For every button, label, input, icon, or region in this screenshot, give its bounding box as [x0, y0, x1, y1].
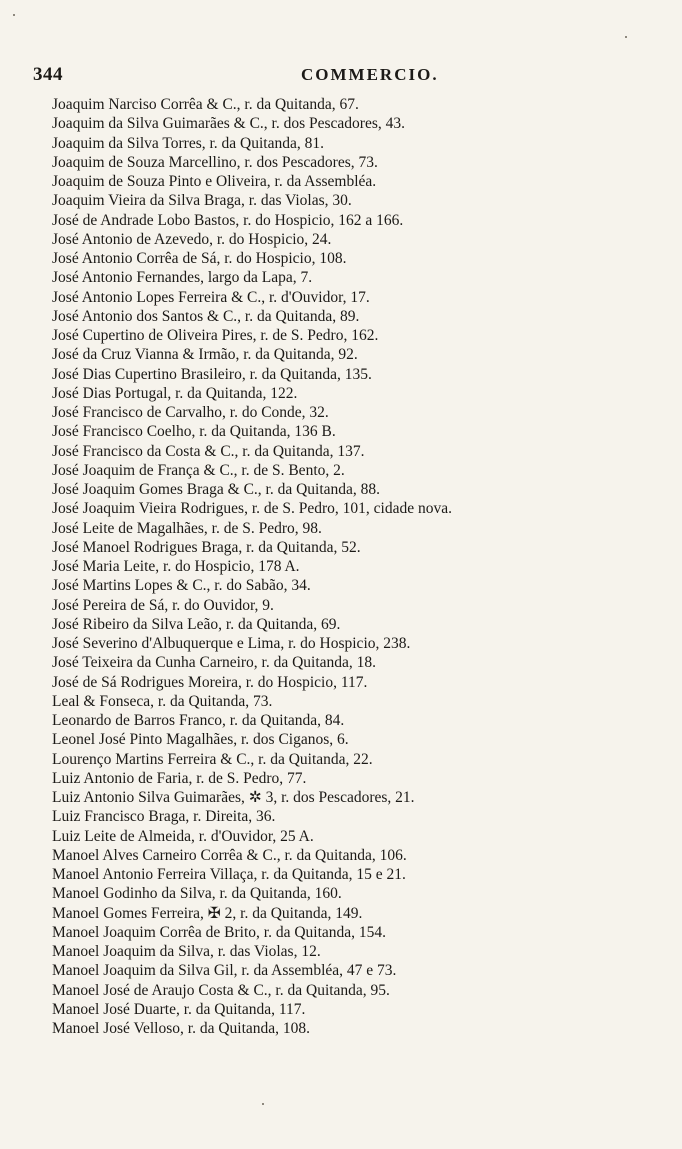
directory-entry: Manoel Alves Carneiro Corrêa & C., r. da Quitanda, 106. [52, 846, 407, 864]
directory-entry: José Maria Leite, r. do Hospicio, 178 A. [52, 558, 300, 575]
directory-entry: José Cupertino de Oliveira Pires, r. de S. Pedro, 162. [52, 327, 379, 344]
directory-entry: Joaquim de Souza Marcellino, r. dos Pescadores, 73. [52, 153, 378, 171]
directory-entry: José Martins Lopes & C., r. do Sabão, 34. [52, 577, 311, 595]
directory-entry: José Antonio de Azevedo, r. do Hospicio, 24. [52, 230, 332, 248]
directory-entry: José Antonio Fernandes, largo da Lapa, 7. [52, 269, 313, 287]
page-number: 344 [33, 64, 63, 85]
directory-entry: Manoel Antonio Ferreira Villaça, r. da Quitanda, 15 e 21. [52, 866, 406, 883]
directory-entry: Manoel Joaquim da Silva Gil, r. da Assembléa, 47 e 73. [52, 962, 397, 980]
directory-entry: José Pereira de Sá, r. do Ouvidor, 9. [52, 596, 274, 614]
directory-entry: José Teixeira da Cunha Carneiro, r. da Quitanda, 18. [52, 654, 377, 672]
directory-entry: Luiz Francisco Braga, r. Direita, 36. [52, 808, 276, 826]
directory-entry: José Antonio Corrêa de Sá, r. do Hospicio, 108. [52, 250, 347, 267]
directory-entry: Joaquim Narciso Corrêa & C., r. da Quitanda, 67. [52, 96, 359, 113]
page-header [33, 64, 633, 90]
directory-entry: José Manoel Rodrigues Braga, r. da Quitanda, 52. [52, 538, 361, 556]
directory-entry: José Leite de Magalhães, r. de S. Pedro, 98. [52, 519, 322, 537]
ink-speck [262, 1103, 264, 1105]
directory-entry: José Francisco de Carvalho, r. do Conde, 32. [52, 404, 329, 421]
running-title: COMMERCIO. [301, 65, 439, 84]
directory-entry: José Francisco Coelho, r. da Quitanda, 136 B. [52, 423, 336, 441]
directory-entry: José Severino d'Albuquerque e Lima, r. do Hospicio, 238. [52, 635, 411, 652]
directory-entry: Joaquim da Silva Torres, r. da Quitanda, 81. [52, 134, 324, 152]
directory-entry: Manoel José Velloso, r. da Quitanda, 108. [52, 1020, 311, 1037]
directory-entry: José Joaquim Gomes Braga & C., r. da Quitanda, 88. [52, 481, 381, 498]
directory-entry: José Joaquim Vieira Rodrigues, r. de S. Pedro, 101, cidade nova. [52, 500, 452, 518]
directory-entry: Joaquim da Silva Guimarães & C., r. dos Pescadores, 43. [52, 115, 406, 133]
directory-entry: Manoel Joaquim da Silva, r. das Violas, 12. [52, 943, 321, 960]
directory-entry: José de Andrade Lobo Bastos, r. do Hospicio, 162 a 166. [52, 211, 404, 229]
directory-entry: José Antonio dos Santos & C., r. da Quitanda, 89. [52, 307, 360, 325]
directory-entry: Joaquim de Souza Pinto e Oliveira, r. da Assembléa. [52, 173, 377, 190]
directory-entry: José Antonio Lopes Ferreira & C., r. d'Ouvidor, 17. [52, 288, 370, 306]
directory-entry: José Ribeiro da Silva Leão, r. da Quitanda, 69. [52, 615, 341, 633]
directory-entry: José Joaquim de França & C., r. de S. Bento, 2. [52, 461, 345, 479]
directory-entry: José da Cruz Vianna & Irmão, r. da Quitanda, 92. [52, 346, 358, 364]
directory-entry: José Dias Cupertino Brasileiro, r. da Quitanda, 135. [52, 365, 372, 383]
directory-entry: José Francisco da Costa & C., r. da Quitanda, 137. [52, 442, 365, 460]
directory-entry: Manoel Joaquim Corrêa de Brito, r. da Quitanda, 154. [52, 923, 387, 941]
directory-entry: Leonel José Pinto Magalhães, r. dos Ciganos, 6. [52, 731, 349, 749]
directory-entry: Luiz Antonio de Faria, r. de S. Pedro, 77. [52, 769, 307, 787]
directory-list [52, 95, 652, 1038]
ink-speck [625, 36, 627, 38]
directory-entry: Luiz Antonio Silva Guimarães, ✲ 3, r. dos Pescadores, 21. [52, 789, 415, 806]
directory-entry: Manoel José Duarte, r. da Quitanda, 117. [52, 1000, 306, 1018]
directory-entry: Leonardo de Barros Franco, r. da Quitanda, 84. [52, 712, 345, 729]
directory-entry: Lourenço Martins Ferreira & C., r. da Quitanda, 22. [52, 750, 373, 768]
directory-entry: Luiz Leite de Almeida, r. d'Ouvidor, 25 A. [52, 827, 314, 845]
directory-entry: Manoel José de Araujo Costa & C., r. da Quitanda, 95. [52, 981, 390, 999]
directory-entry: José de Sá Rodrigues Moreira, r. do Hospicio, 117. [52, 673, 368, 691]
directory-entry: José Dias Portugal, r. da Quitanda, 122. [52, 384, 298, 402]
ink-speck [13, 14, 15, 16]
directory-entry: Joaquim Vieira da Silva Braga, r. das Violas, 30. [52, 192, 352, 210]
directory-entry: Leal & Fonseca, r. da Quitanda, 73. [52, 692, 273, 710]
directory-entry: Manoel Godinho da Silva, r. da Quitanda, 160. [52, 885, 342, 903]
directory-entry: Manoel Gomes Ferreira, ✠ 2, r. da Quitanda, 149. [52, 904, 363, 922]
